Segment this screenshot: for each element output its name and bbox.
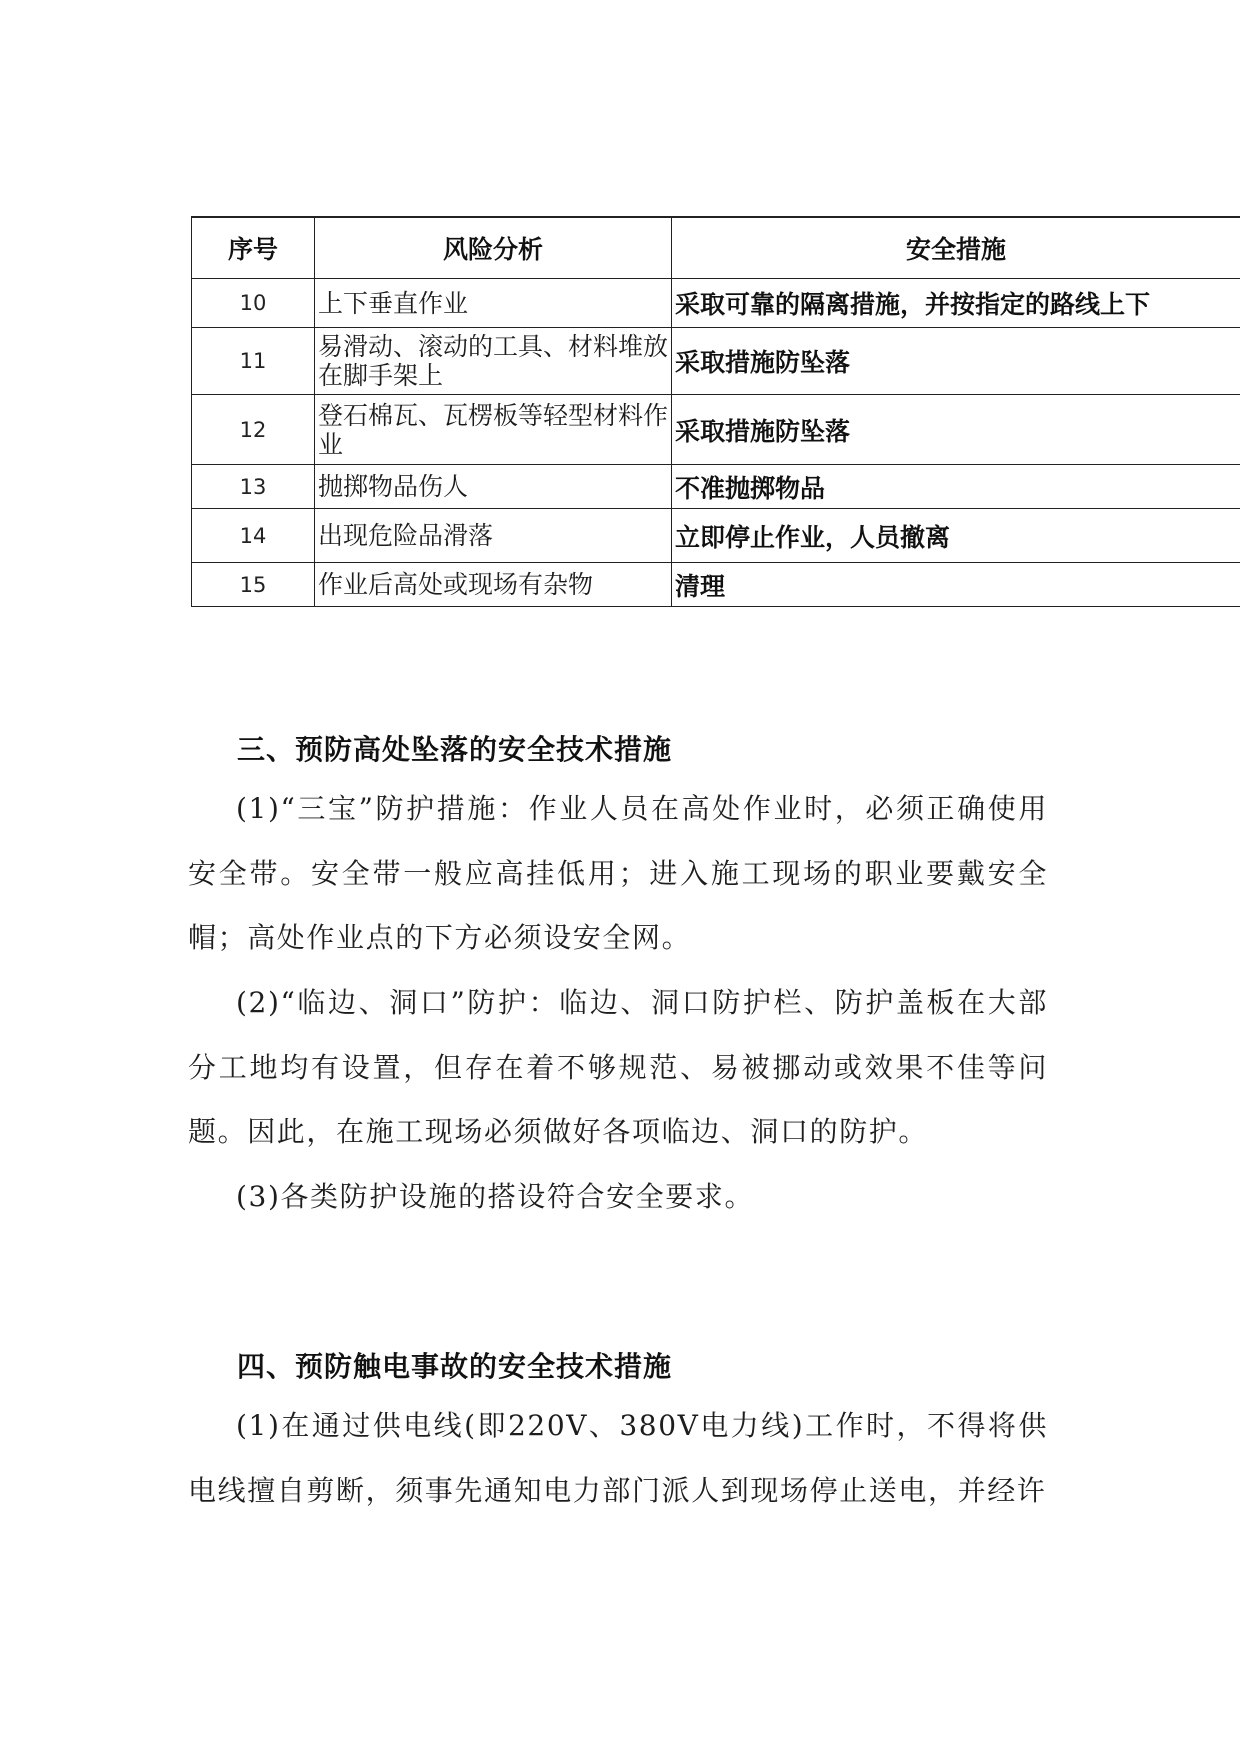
table-row [192, 279, 1240, 328]
row-risk: 登石棉瓦、瓦楞板等轻型材料作业 [315, 395, 672, 465]
row-no: 15 [192, 563, 315, 607]
row-no: 13 [192, 465, 315, 509]
row-risk: 易滑动、滚动的工具、材料堆放在脚手架上 [315, 328, 672, 395]
table-row [192, 395, 1240, 465]
section3-paragraph-3: (3)各类防护设施的搭设符合安全要求。 [236, 1180, 755, 1213]
row-no: 12 [192, 395, 315, 465]
row-risk: 作业后高处或现场有杂物 [315, 563, 672, 607]
header-risk: 风险分析 [315, 217, 672, 279]
row-measure: 采取措施防坠落 [672, 328, 1240, 395]
row-measure: 不准抛掷物品 [672, 465, 1240, 509]
section4-paragraph-1: (1)在通过供电线(即220V、380V电力线)工作时，不得将供电线擅自剪断，须事先通知电力部门派人到现场停止送电，并经许 [188, 1409, 1048, 1507]
row-measure: 采取可靠的隔离措施，并按指定的路线上下 [672, 279, 1240, 328]
table-header-row [192, 217, 1240, 279]
row-measure: 清理 [672, 563, 1240, 607]
table-row [192, 465, 1240, 509]
table-row [192, 509, 1240, 563]
section3-heading: 三、预防高处坠落的安全技术措施 [237, 733, 673, 766]
section4-heading: 四、预防触电事故的安全技术措施 [237, 1350, 673, 1383]
header-measure: 安全措施 [672, 217, 1240, 279]
section3-paragraph-2: (2)“临边、洞口”防护：临边、洞口防护栏、防护盖板在大部分工地均有设置，但存在着不够规范、易被挪动或效果不佳等问题。因此，在施工现场必须做好各项临边、洞口的防护。 [188, 986, 1048, 1148]
row-measure: 立即停止作业，人员撤离 [672, 509, 1240, 563]
table-row [192, 328, 1240, 395]
header-no: 序号 [192, 217, 315, 279]
row-measure: 采取措施防坠落 [672, 395, 1240, 465]
row-no: 11 [192, 328, 315, 395]
risk-measures-table [191, 216, 1240, 607]
table-row [192, 563, 1240, 607]
row-no: 14 [192, 509, 315, 563]
row-risk: 抛掷物品伤人 [315, 465, 672, 509]
row-no: 10 [192, 279, 315, 328]
section3-paragraph-1: (1)“三宝”防护措施：作业人员在高处作业时，必须正确使用安全带。安全带一般应高挂低用；进入施工现场的职业要戴安全帽；高处作业点的下方必须设安全网。 [188, 792, 1048, 954]
row-risk: 上下垂直作业 [315, 279, 672, 328]
row-risk: 出现危险品滑落 [315, 509, 672, 563]
